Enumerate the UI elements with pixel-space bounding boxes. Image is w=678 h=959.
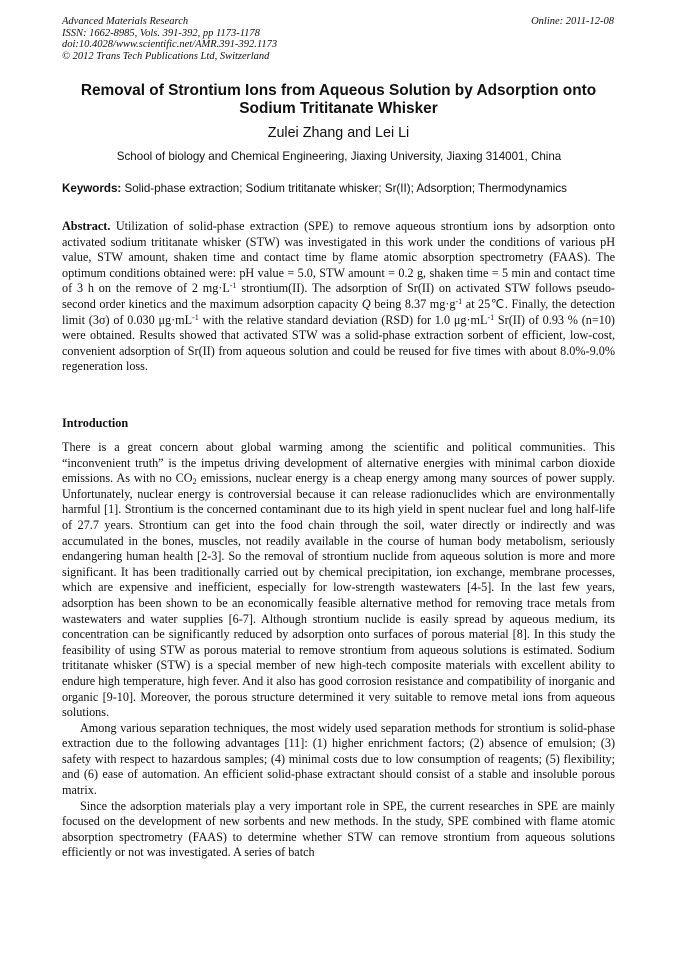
abstract-sup-2: -1 (455, 296, 463, 306)
keywords-text: Solid-phase extraction; Sodium trititanate whisker; Sr(II); Adsorption; Thermodynamics (121, 182, 567, 195)
journal-name: Advanced Materials Research (62, 16, 189, 27)
keywords-line (62, 182, 622, 195)
author-affiliation: School of biology and Chemical Engineering, Jiaxing University, Jiaxing 314001, China (116, 150, 562, 163)
abstract-q-symbol: Q (361, 296, 371, 311)
abstract-text-6: Sr(II) of 0.93 % (n=10) were obtained. Results showed that activated STW was a solid-phase extraction sorbent of efficient, low-cost, convenient adsorption of Sr(II) from aqueous solution and could be reused for five times with about 8.0%-9.0% regeneration loss. (62, 312, 615, 374)
intro-paragraph-1 (62, 440, 615, 721)
abstract (62, 219, 615, 375)
journal-header (62, 16, 277, 62)
abstract-sup-3: -1 (192, 312, 199, 322)
abstract-text-3: being 8.37 mg·g (370, 296, 456, 311)
abstract-text-1: Utilization of solid-phase extraction (SPE) to remove aqueous strontium ions by adsorption onto activated sodium trititanate whisker (STW) was investigated in this work under the conditions of various pH value, STW amount, shaken time and contact time by flame atomic absorption spectrometry (FAAS). The optimum conditions obtained were: pH value = 5.0, STW amount = 0.2 g, shaken time = 5 min and contact time of 3 h on the remove of 2 mg·L (62, 219, 615, 296)
introduction-heading: Introduction (62, 416, 129, 430)
introduction-body (62, 440, 615, 861)
abstract-text-5: with the relative standard deviation (RSD) for 1.0 μg·mL (198, 312, 488, 327)
abstract-text-4: at 25℃. Finally, the detection limit (3σ) of 0.030 μg·mL (62, 296, 615, 327)
paper-authors: Zulei Zhang and Lei Li (267, 125, 410, 141)
intro-p1-text-b: emissions, nuclear energy is a cheap energy among many sources of power supply. Unfortunately, nuclear energy is controversial because it can release radionuclides which are environmentally harmful [1]. Strontium is the concerned contaminant due to its high yield in spent nuclear fuel and long half-life of 27.7 years. Strontium can get into the food chain through the soil, water directly or indirectly and was accumulated in the bones, muscles, not readily available in the course of human body metabolism, seriously endangering human health [2-3]. So the removal of strontium nuclide from aqueous solution is more and more significant. It has been traditionally carried out by chemical precipitation, ion exchange, membrane processes, which are expensive and inefficient, especially for low-strength wastewaters [4-5]. In the last few years, adsorption has been shown to be an economically feasible alternative method for removing trace metals from wastewaters and water supplies [6-7]. Although strontium nuclide is easily spread by aqueous medium, its concentration can be significantly reduced by adsorption onto surfaces of porous material [8]. In this study the feasibility of using STW as porous material to remove strontium from aqueous solutions is estimated. Sodium trititanate whisker (STW) is a special member of new high-tech composite materials with excellent ability to endure high temperature, high fever. And it also has good corrosion resistance and compatibility of inorganic and organic [9-10]. Moreover, the porous structure determined it very suitable to remove metal ions from aqueous solutions. (62, 471, 616, 720)
abstract-label: Abstract. (62, 219, 111, 233)
paper-title: Removal of Strontium Ions from Aqueous Solution by Adsorption onto Sodium Trititanate Whisker (80, 82, 597, 117)
issn-line: ISSN: 1662-8985, Vols. 391-392, pp 1173-1178 (62, 27, 260, 39)
co2-subscript: 2 (192, 477, 197, 487)
intro-paragraph-2: Among various separation techniques, the most widely used separation methods for strontium is solid-phase extraction due to the following advantages [11]: (1) higher enrichment factors; (2) absence of emulsion; (3) safety with respect to hazardous samples; (4) minimal costs due to low consumption of reagents; (5) flexibility; and (6) ease of automation. An efficient solid-phase extractant should consist of a stable and insoluble porous matrix. (62, 720, 615, 798)
abstract-sup-1: -1 (229, 281, 237, 291)
intro-p1-text-a: There is a great concern about global warming among the scientific and political communities. This “inconvenient truth” is the impetus driving development of alternative energies with minimal carbon dioxide emissions. As with no CO (62, 440, 615, 486)
abstract-text-2: strontium(II). The adsorption of Sr(II) on activated STW follows pseudo-second order kinetics and the maximum adsorption capacity (62, 281, 615, 311)
intro-paragraph-3: Since the adsorption materials play a very important role in SPE, the current researches in SPE are mainly focused on the development of new sorbents and new methods. In the study, SPE combined with flame atomic absorption spectrometry (FAAS) to determine whether STW can remove strontium from aqueous solutions efficiently or not was investigated. A series of batch (62, 798, 615, 860)
doi-line: doi:10.4028/www.scientific.net/AMR.391-392.1173 (62, 39, 278, 51)
keywords-label: Keywords: (62, 182, 122, 195)
abstract-sup-4: -1 (487, 312, 495, 322)
online-date: Online: 2011-12-08 (531, 16, 614, 27)
copyright-line: © 2012 Trans Tech Publications Ltd, Switzerland (62, 50, 270, 62)
